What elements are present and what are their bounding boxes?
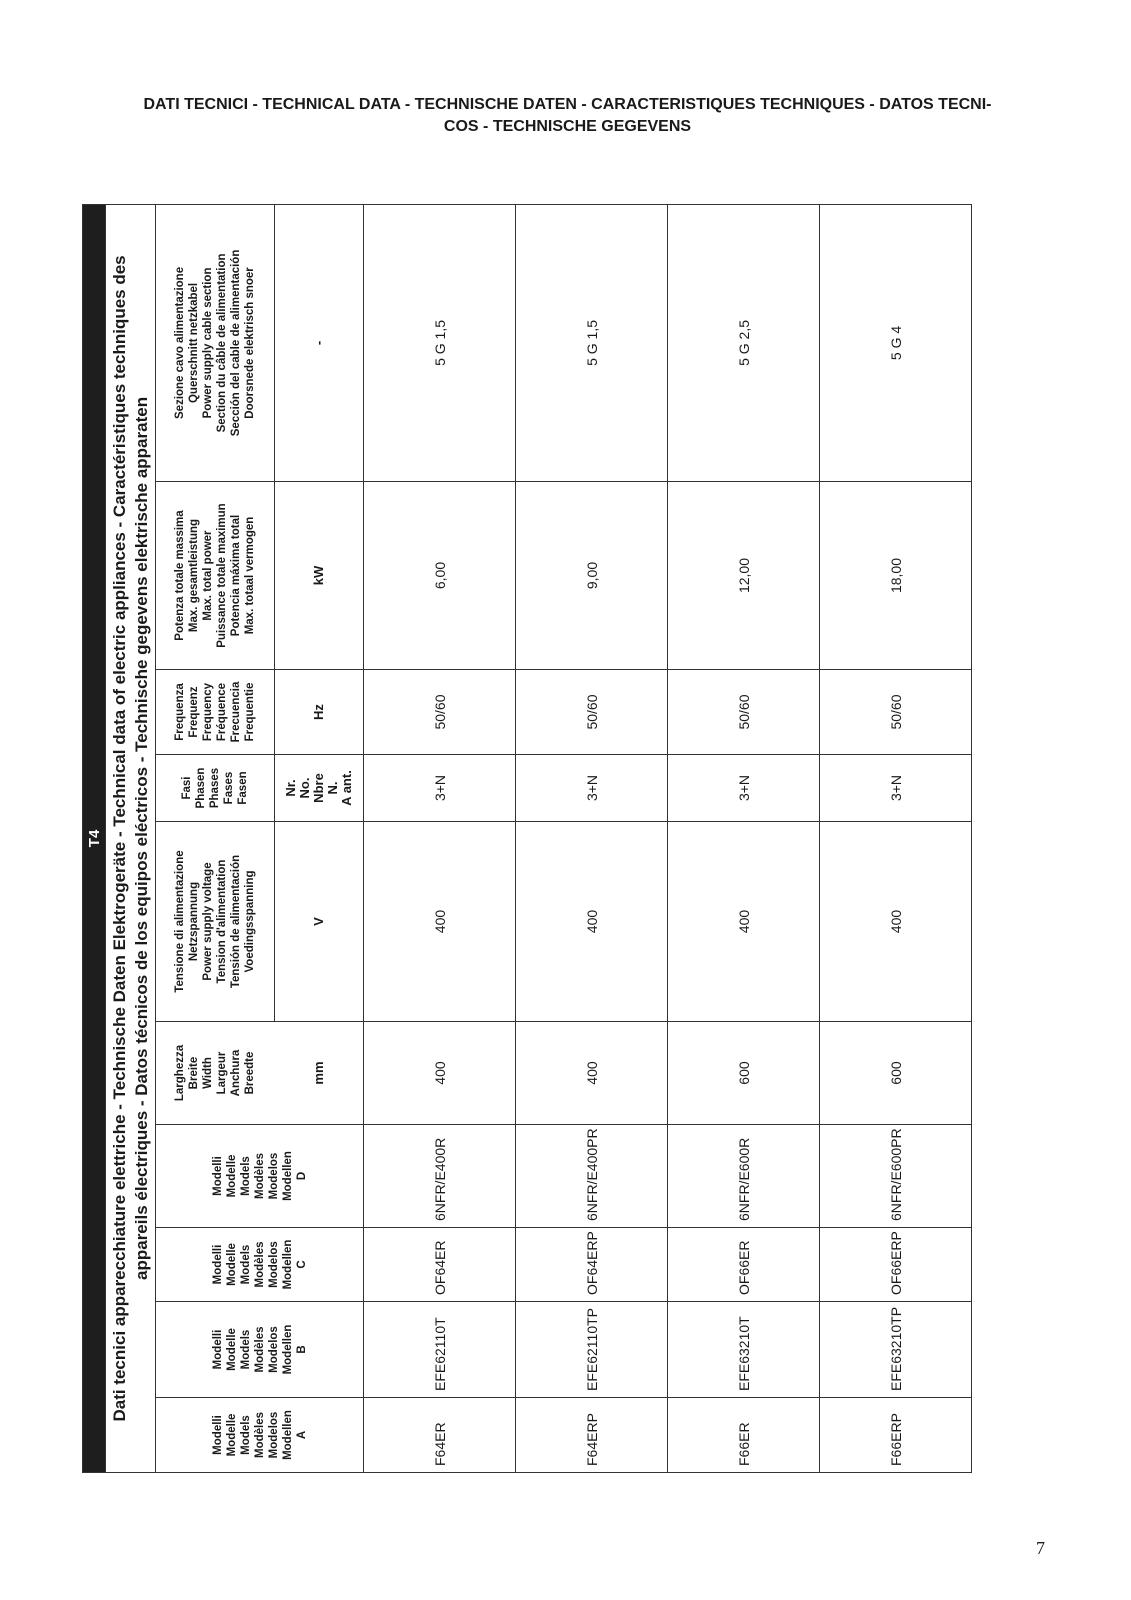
cell-power: 12,00: [668, 482, 820, 670]
table-row: [364, 204, 516, 1472]
header-width: Larghezza Breite Width Largeur Anchura Breedte: [155, 1022, 274, 1125]
cell-model-b: EFE63210T: [668, 1302, 820, 1398]
cell-voltage: 400: [820, 822, 972, 1022]
unit-power: kW: [275, 482, 364, 670]
unit-frequency: Hz: [275, 670, 364, 755]
cell-phases: 3+N: [364, 755, 516, 822]
cell-cable-section: 5 G 1,5: [364, 204, 516, 481]
cell-frequency: 50/60: [668, 670, 820, 755]
cell-model-b: EFE62110T: [364, 1302, 516, 1398]
cell-model-a: F66ER: [668, 1398, 820, 1473]
cell-power: 9,00: [516, 482, 668, 670]
cell-frequency: 50/60: [516, 670, 668, 755]
header-cable-section: Sezione cavo alimentazione Querschnitt netzkabel Power supply cable section Section du câble de alimentation Sección del cable de alimentación Doorsnede elektrisch snoer: [155, 204, 274, 481]
cell-power: 18,00: [820, 482, 972, 670]
cell-power: 6,00: [364, 482, 516, 670]
cell-phases: 3+N: [820, 755, 972, 822]
cell-model-d: 6NFR/E600R: [668, 1125, 820, 1228]
cell-frequency: 50/60: [820, 670, 972, 755]
page-number: 7: [1036, 1538, 1045, 1558]
cell-phases: 3+N: [668, 755, 820, 822]
cell-voltage: 400: [516, 822, 668, 1022]
unit-phases: Nr. No. Nbre N. A ant.: [275, 755, 364, 822]
rotated-table-frame: [82, 205, 972, 1473]
cell-model-c: OF66ER: [668, 1228, 820, 1302]
cell-voltage: 400: [364, 822, 516, 1022]
cell-cable-section: 5 G 4: [820, 204, 972, 481]
table-row: [668, 204, 820, 1472]
technical-data-table-container: [82, 205, 972, 1473]
unit-width: mm: [275, 1022, 364, 1125]
caption-line: appareils électriques - Datos técnicos de los equipos eléctricos - Technische gegevens elektrische apparaten: [131, 396, 151, 1280]
table-caption: [106, 204, 156, 1472]
header-model-c: Modelli Modelle Models Modèles Modelos Modellen C: [155, 1228, 364, 1302]
page-title: [80, 94, 1055, 138]
cell-width: 400: [516, 1022, 668, 1125]
cell-phases: 3+N: [516, 755, 668, 822]
cell-voltage: 400: [668, 822, 820, 1022]
unit-cable-section: -: [275, 204, 364, 481]
cell-model-b: EFE63210TP: [820, 1302, 972, 1398]
header-frequency: Frequenza Frequenz Frequency Fréquence Frecuencia Frequentie: [155, 670, 274, 755]
cell-model-d: 6NFR/E400PR: [516, 1125, 668, 1228]
cell-model-c: OF64ERP: [516, 1228, 668, 1302]
cell-model-b: EFE62110TP: [516, 1302, 668, 1398]
cell-cable-section: 5 G 2,5: [668, 204, 820, 481]
header-model-a: Modelli Modelle Models Modèles Modelos Modellen A: [155, 1398, 364, 1473]
header-power: Potenza totale massima Max. gesamtleistung Max. total power Puissance totale maximun Potencia máxima total Max. totaal vermogen: [155, 482, 274, 670]
cell-frequency: 50/60: [364, 670, 516, 755]
header-voltage: Tensione di alimentazione Netzspannung Power supply voltage Tension d'alimentation Tensión de alimentación Voedingsspanning: [155, 822, 274, 1022]
technical-data-table: [82, 204, 972, 1473]
cell-model-d: 6NFR/E600PR: [820, 1125, 972, 1228]
table-row: [516, 204, 668, 1472]
cell-model-a: F64ER: [364, 1398, 516, 1473]
table-label: T4: [83, 204, 106, 1472]
header-model-b: Modelli Modelle Models Modèles Modelos Modellen B: [155, 1302, 364, 1398]
cell-model-c: OF66ERP: [820, 1228, 972, 1302]
caption-line: Dati tecnici apparecchiature elettriche - Technische Daten Elektrogeräte - Technical data of electric appliances - Caractéristiques techniques des: [109, 255, 129, 1422]
unit-voltage: V: [275, 822, 364, 1022]
header-phases: Fasi Phasen Phases Fases Fasen: [155, 755, 274, 822]
cell-model-c: OF64ER: [364, 1228, 516, 1302]
header-model-d: Modelli Modelle Models Modèles Modelos Modellen D: [155, 1125, 364, 1228]
cell-cable-section: 5 G 1,5: [516, 204, 668, 481]
page-title-line: DATI TECNICI - TECHNICAL DATA - TECHNISCHE DATEN - CARACTERISTIQUES TECHNIQUES - DATOS TECNI-: [143, 96, 992, 113]
cell-width: 600: [820, 1022, 972, 1125]
cell-model-a: F66ERP: [820, 1398, 972, 1473]
page-title-line: COS - TECHNISCHE GEGEVENS: [443, 118, 692, 135]
cell-model-d: 6NFR/E400R: [364, 1125, 516, 1228]
table-row: [820, 204, 972, 1472]
cell-width: 600: [668, 1022, 820, 1125]
cell-model-a: F64ERP: [516, 1398, 668, 1473]
cell-width: 400: [364, 1022, 516, 1125]
